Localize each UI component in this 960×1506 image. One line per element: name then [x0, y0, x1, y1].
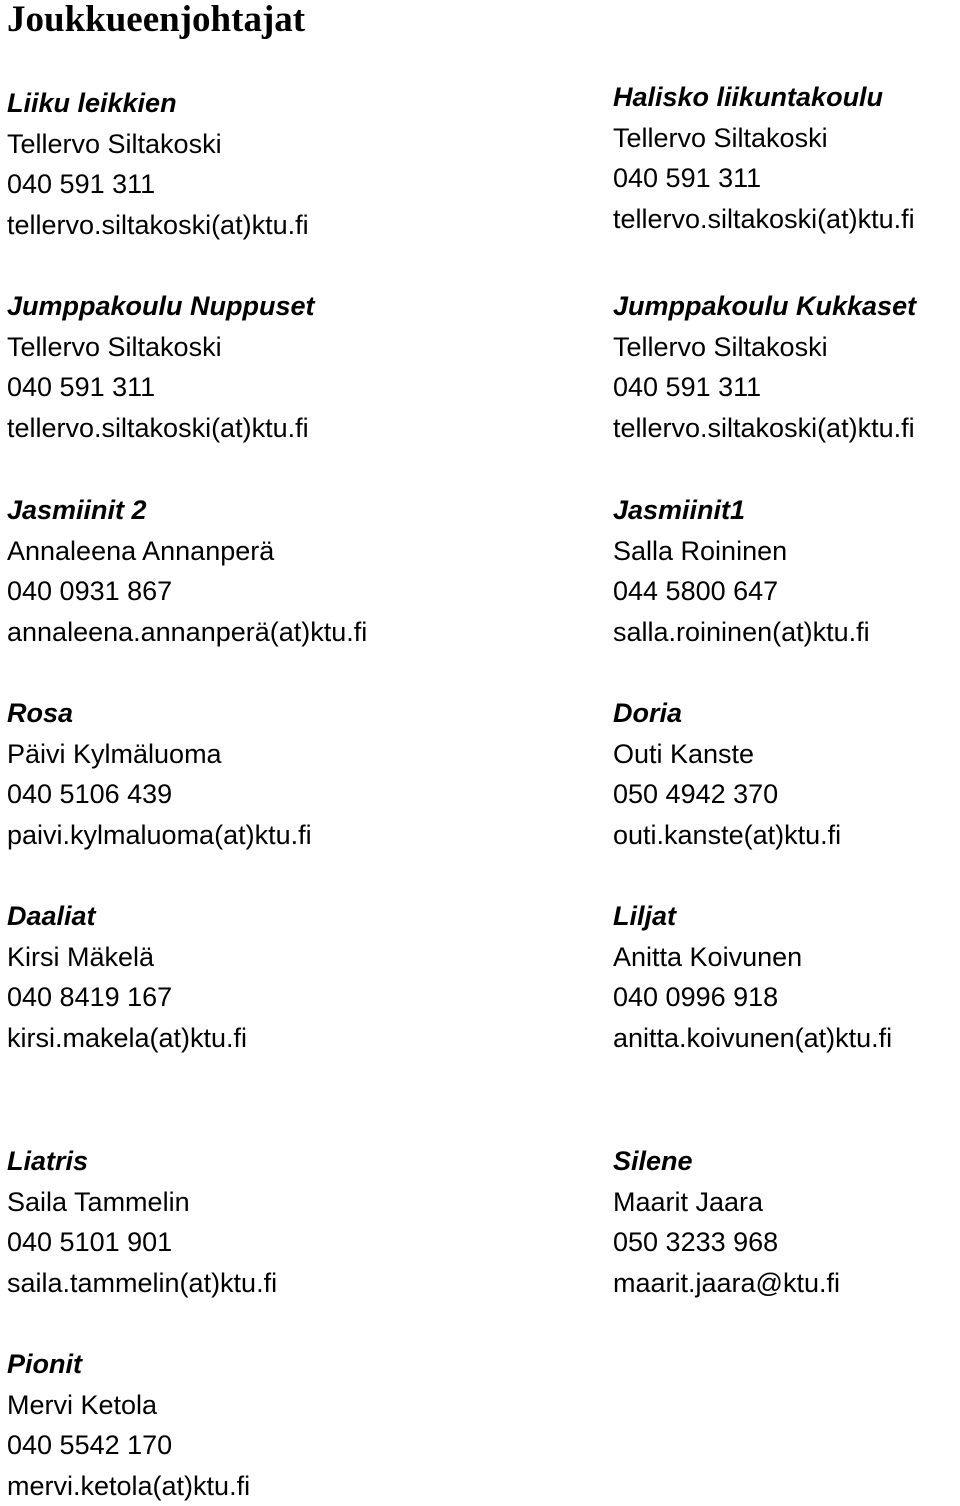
email-address: paivi.kylmaluoma(at)ktu.fi	[7, 819, 312, 850]
contact-card-pionit	[7, 1344, 447, 1506]
leader-name: Salla Roininen	[613, 535, 788, 566]
contact-card-silene	[613, 1141, 960, 1303]
contact-card-jasmiinit-2	[7, 490, 447, 652]
phone-number: 044 5800 647	[613, 576, 779, 607]
email-address: tellervo.siltakoski(at)ktu.fi	[613, 412, 915, 443]
contact-card-jumppakoulu-kukkaset	[613, 286, 960, 448]
phone-number: 040 591 311	[7, 169, 156, 200]
phone-number: 040 591 311	[7, 372, 156, 403]
email-address: kirsi.makela(at)ktu.fi	[7, 1022, 248, 1053]
phone-number: 040 0996 918	[613, 982, 779, 1013]
phone-number: 040 5542 170	[7, 1430, 173, 1461]
leader-name: Maarit Jaara	[613, 1186, 764, 1217]
contact-card-liatris	[7, 1141, 447, 1303]
group-name: Liatris	[7, 1146, 89, 1176]
group-name: Pionit	[7, 1349, 82, 1379]
group-name: Daaliat	[7, 901, 96, 931]
group-name: Halisko liikuntakoulu	[613, 82, 884, 112]
group-name: Jasmiinit1	[613, 495, 746, 525]
leader-name: Tellervo Siltakoski	[613, 331, 828, 362]
email-address: tellervo.siltakoski(at)ktu.fi	[613, 203, 915, 234]
leader-name: Päivi Kylmäluoma	[7, 738, 222, 769]
phone-number: 040 5106 439	[7, 779, 173, 810]
group-name: Liiku leikkien	[7, 88, 177, 118]
group-name: Doria	[613, 698, 683, 728]
contact-card-liljat	[613, 896, 960, 1058]
group-name: Jumppakoulu Kukkaset	[613, 291, 917, 321]
leader-name: Saila Tammelin	[7, 1186, 190, 1217]
email-address: salla.roininen(at)ktu.fi	[613, 616, 870, 647]
contact-card-liiku-leikkien	[7, 83, 447, 245]
group-name: Jasmiinit 2	[7, 495, 147, 525]
phone-number: 040 0931 867	[7, 576, 173, 607]
contact-card-doria	[613, 693, 960, 855]
group-name: Silene	[613, 1146, 693, 1176]
group-name: Rosa	[7, 698, 74, 728]
phone-number: 040 591 311	[613, 163, 762, 194]
contact-card-rosa	[7, 693, 447, 855]
leader-name: Anitta Koivunen	[613, 941, 803, 972]
phone-number: 040 8419 167	[7, 982, 173, 1013]
email-address: anitta.koivunen(at)ktu.fi	[613, 1022, 893, 1053]
contact-card-halisko-liikuntakoulu	[613, 77, 960, 239]
email-address: mervi.ketola(at)ktu.fi	[7, 1470, 251, 1501]
leader-name: Mervi Ketola	[7, 1389, 158, 1420]
page-title: Joukkueenjohtajat	[7, 0, 306, 40]
email-address: annaleena.annanperä(at)ktu.fi	[7, 616, 368, 647]
contact-card-jumppakoulu-nuppuset	[7, 286, 447, 448]
group-name: Jumppakoulu Nuppuset	[7, 291, 315, 321]
email-address: outi.kanste(at)ktu.fi	[613, 819, 842, 850]
phone-number: 040 591 311	[613, 372, 762, 403]
phone-number: 040 5101 901	[7, 1227, 173, 1258]
group-name: Liljat	[613, 901, 677, 931]
leader-name: Tellervo Siltakoski	[7, 331, 222, 362]
email-address: tellervo.siltakoski(at)ktu.fi	[7, 209, 309, 240]
leader-name: Tellervo Siltakoski	[613, 122, 828, 153]
leader-name: Tellervo Siltakoski	[7, 128, 222, 159]
phone-number: 050 3233 968	[613, 1227, 779, 1258]
leader-name: Annaleena Annanperä	[7, 535, 275, 566]
leader-name: Outi Kanste	[613, 738, 755, 769]
phone-number: 050 4942 370	[613, 779, 779, 810]
leader-name: Kirsi Mäkelä	[7, 941, 155, 972]
email-address: saila.tammelin(at)ktu.fi	[7, 1267, 278, 1298]
contact-card-jasmiinit1	[613, 490, 960, 652]
email-address: maarit.jaara@ktu.fi	[613, 1267, 840, 1298]
contact-card-daaliat	[7, 896, 447, 1058]
email-address: tellervo.siltakoski(at)ktu.fi	[7, 412, 309, 443]
